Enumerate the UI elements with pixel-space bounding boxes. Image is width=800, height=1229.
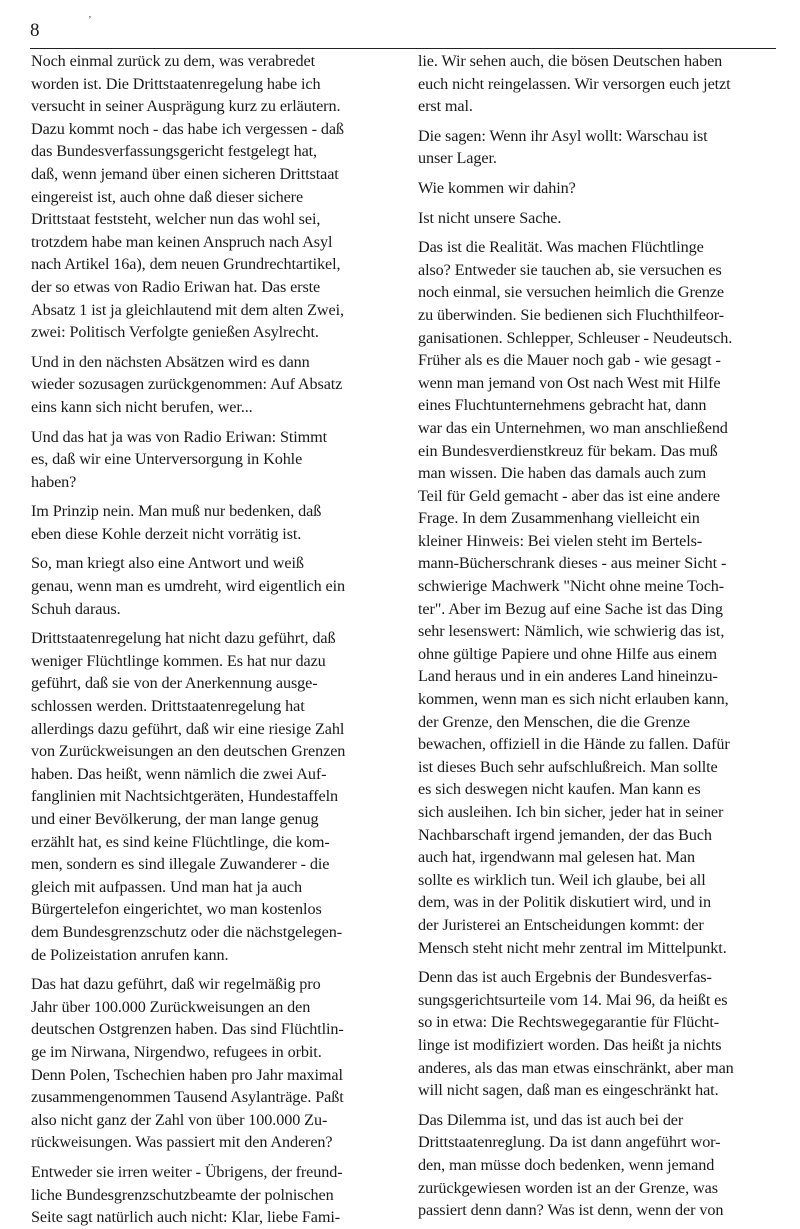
paragraph: lie. Wir sehen auch, die bösen Deutschen haben euch nicht reingelassen. Wir versorgen euch jetzt erst mal.	[418, 52, 731, 116]
paragraph: Entweder sie irren weiter - Übrigens, der freund- liche Bundesgrenzschutzbeamte der polnischen Seite sagt natürlich auch nicht: Klar, liebe Fami-	[31, 1162, 343, 1227]
paragraph: Drittstaatenregelung hat nicht dazu geführt, daß weniger Flüchtlinge kommen. Es hat nur dazu geführt, daß sie von der Anerkennung ausge- schlossen werden. Drittstaatenregelung hat allerdings dazu geführt, daß wir eine riesige Zahl von Zurückweisungen an den deutschen Grenzen haben. Das heißt, wenn nämlich die zwei Auf- fanglinien mit Nachtsichtgeräten, Hundestaffeln und einer Bevölkerung, der man lange genug erzählt hat, es sind keine Flüchtlinge, die kom- men, sondern es sind illegale Zuwanderer - die gleich mit aufpassen. Und man hat ja auch Bürgertelefon eingerichtet, wo man kostenlos dem Bundesgrenzschutz oder die nächstgelegen- de Polizeistation anrufen kann.	[31, 629, 346, 964]
paragraph: So, man kriegt also eine Antwort und weiß genau, wenn man es umdreht, wird eigentlich ein Schuh daraus.	[31, 554, 346, 618]
paragraph: Denn das ist auch Ergebnis der Bundesverfas- sungsgerichtsurteile vom 14. Mai 96, da heißt es so in etwa: Die Rechtswegegarantie für Flücht- linge ist modifiziert worden. Das heißt ja nichts anderes, als das man etwas einschränkt, aber man will nicht sagen, daß man es eingeschränkt hat.	[418, 968, 734, 1100]
paragraph: Das Dilemma ist, und das ist auch bei der Drittstaatenreglung. Da ist dann angeführt wor- den, man müsse doch bedenken, wenn jemand zurückgewiesen worden ist an der Grenze, was passiert denn dann? Was ist denn, wenn der von	[418, 1110, 724, 1220]
paragraph: Das hat dazu geführt, daß wir regelmäßig pro Jahr über 100.000 Zurückweisungen an den deutschen Ostgrenzen haben. Das sind Flüchtlin- ge im Nirwana, Nirgendwo, refugees in orbit. Denn Polen, Tschechien haben pro Jahr maximal zusammengenommen Tausend Asylanträge. Paßt also nicht ganz der Zahl von über 100.000 Zu- rückweisungen. Was passiert mit den Anderen?	[31, 975, 344, 1152]
paragraph: Wie kommen wir dahin?	[418, 178, 576, 197]
left-column	[31, 50, 385, 1229]
page-number: 8	[30, 20, 40, 41]
paragraph: Und in den nächsten Absätzen wird es dann wieder sozusagen zurückgenommen: Auf Absatz eins kann sich nicht berufen, wer...	[31, 352, 343, 416]
paragraph: Noch einmal zurück zu dem, was verabredet worden ist. Die Drittstaatenregelung habe ich versucht in seiner Ausprägung kurz zu erläutern. Dazu kommt noch - das habe ich vergessen - daß das Bundesverfassungsgericht festgelegt hat, daß, wenn jemand über einen sicheren Drittstaat eingereist ist, auch ohne daß dieser sichere Drittstaat feststeht, welcher nun das wohl sei, trotzdem habe man keinen Anspruch nach Asyl nach Artikel 16a), dem neuen Grundrechtartikel, der so etwas von Radio Eriwan hat. Das erste Absatz 1 ist ja gleichlautend mit dem alten Zwei, zwei: Politisch Verfolgte genießen Asylrecht.	[31, 52, 344, 342]
header-rule	[30, 48, 776, 49]
paragraph: Und das hat ja was von Radio Eriwan: Stimmt es, daß wir eine Unterversorgung in Kohle haben?	[31, 427, 328, 491]
paragraph: Im Prinzip nein. Man muß nur bedenken, daß eben diese Kohle derzeit nicht vorrätig ist.	[31, 502, 322, 543]
stray-mark: ’	[88, 14, 92, 26]
paragraph: Das ist die Realität. Was machen Flüchtlinge also? Entweder sie tauchen ab, sie versuchen es noch einmal, sie versuchen heimlich die Grenze zu überwinden. Sie bedienen sich Fluchthilfeor- ganisationen. Schlepper, Schleuser - Neudeutsch. Früher als es die Mauer noch gab - wie gesagt - wenn man jemand von Ost nach West mit Hilfe eines Fluchtunternehmens gebracht hat, dann war das ein Unternehmen, wo man anschließend ein Bundesverdienstkreuz für bekam. Das muß man wissen. Die haben das damals auch zum Teil für Geld gemacht - aber das ist eine andere Frage. In dem Zusammenhang vielleicht ein kleiner Hinweis: Bei vielen steht im Bertels- mann-Bücherschrank dieses - aus meiner Sicht - schwierige Machwerk "Nicht ohne meine Toch- ter". Aber im Bezug auf eine Sache ist das Ding sehr lesenswert: Nämlich, wie schwierig das ist, ohne gültige Papiere und ohne Hilfe aus einem Land heraus und in ein anderes Land hineinzu- kommen, wenn man es sich nicht erlauben kann, der Grenze, den Menschen, die die Grenze bewachen, offiziell in die Hände zu fallen. Dafür ist dieses Buch sehr aufschlußreich. Man sollte es sich deswegen nicht kaufen. Man kann es sich ausleihen. Ich bin sicher, jeder hat in seiner Nachbarschaft irgend jemanden, der das Buch auch hat, irgendwann mal gelesen hat. Man sollte es wirklich tun. Weil ich glaube, bei all dem, was in der Politik diskutiert wird, und in der Juristerei an Entscheidungen kommt: der Mensch steht nicht mehr zentral im Mittelpunkt.	[418, 238, 733, 957]
paragraph: Ist nicht unsere Sache.	[418, 208, 562, 227]
right-column	[418, 50, 776, 1222]
paragraph: Die sagen: Wenn ihr Asyl wollt: Warschau ist unser Lager.	[418, 126, 708, 168]
